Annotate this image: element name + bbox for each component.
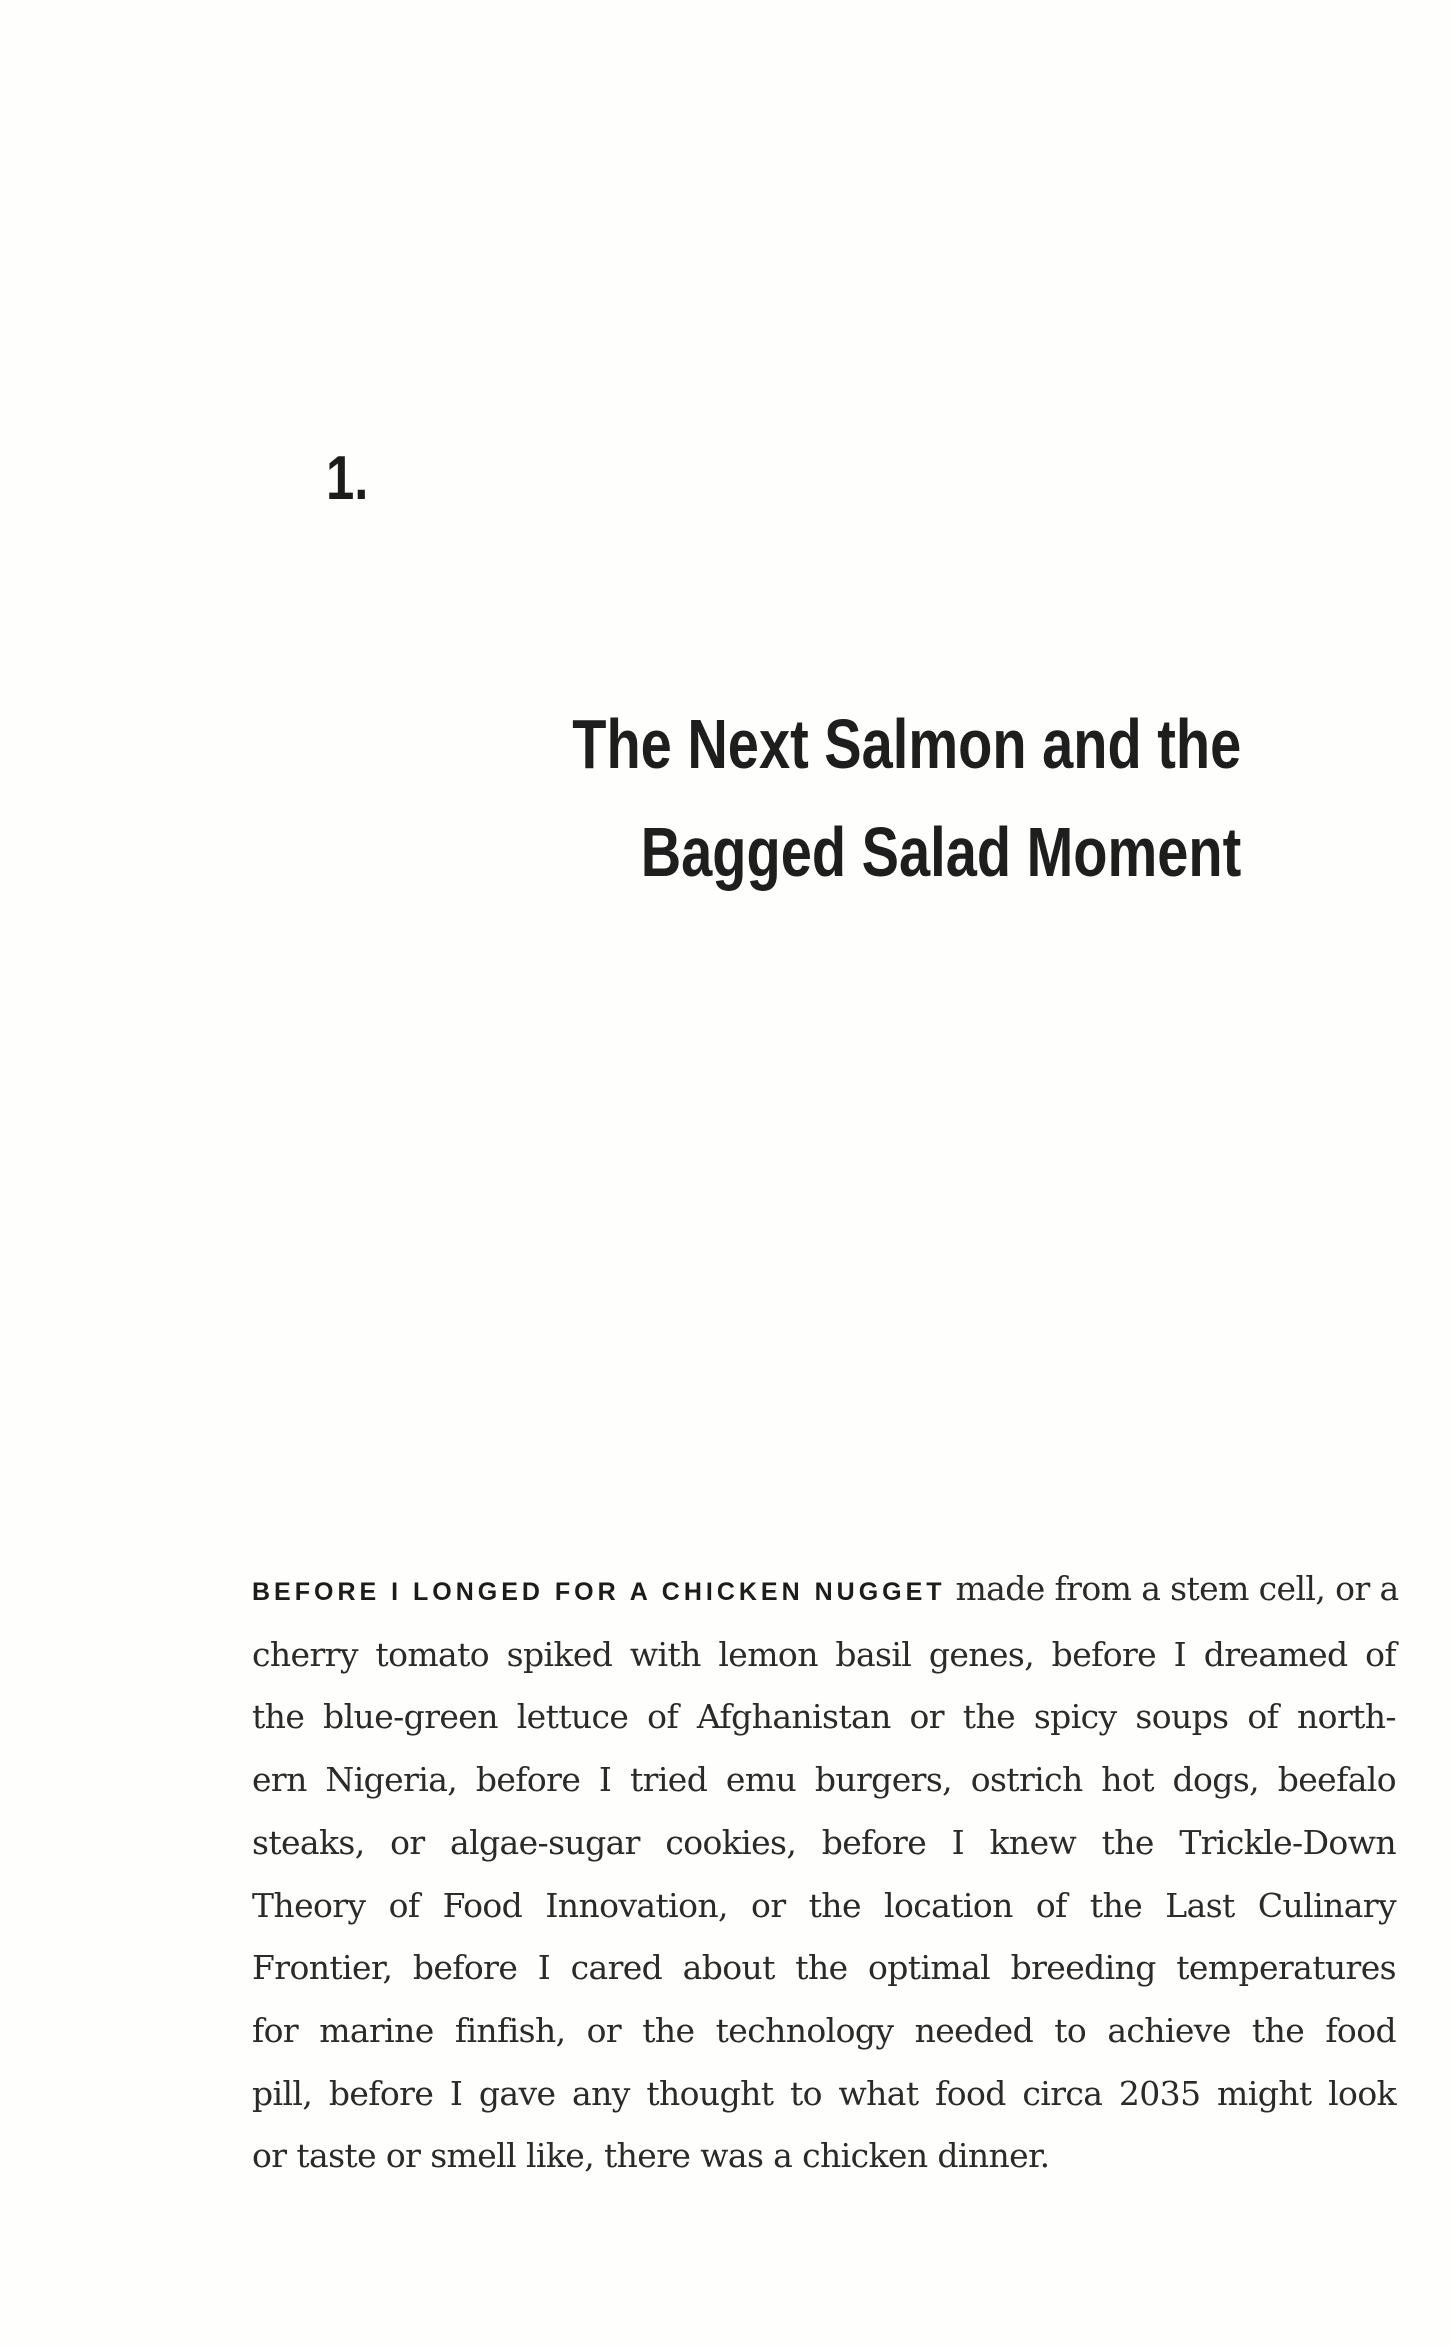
chapter-number: 1. [326,444,369,513]
body-line-1-rest: made from a stem cell, or a [945,1569,1399,1608]
body-line-8: for marine finfish, or the technology needed to achieve the food [252,2010,1396,2050]
body-line-7: Frontier, before I cared about the optimal breeding temperatures [252,1948,1396,1988]
body-line-6: Theory of Food Innovation, or the location of the Last Culinary [252,1885,1396,1925]
body-paragraph [252,1558,1399,2188]
chapter-title-line-1: The Next Salmon and the [572,705,1241,783]
body-line-1 [252,1558,1399,1624]
lead-in-small-caps: BEFORE I LONGED FOR A CHICKEN NUGGET [252,1578,946,1606]
body-line-5: steaks, or algae-sugar cookies, before I knew the Trickle-Down [252,1822,1396,1862]
body-line-9: pill, before I gave any thought to what food circa 2035 might look [252,2073,1396,2113]
body-line-3: the blue-green lettuce of Afghanistan or the spicy soups of north- [252,1697,1396,1737]
body-line-4: ern Nigeria, before I tried emu burgers, ostrich hot dogs, beefalo [252,1760,1396,1800]
chapter-title [572,690,1241,906]
chapter-title-line-2: Bagged Salad Moment [640,813,1241,891]
body-line-10: or taste or smell like, there was a chicken dinner. [252,2136,1050,2176]
body-line-2: cherry tomato spiked with lemon basil genes, before I dreamed of [252,1634,1396,1674]
